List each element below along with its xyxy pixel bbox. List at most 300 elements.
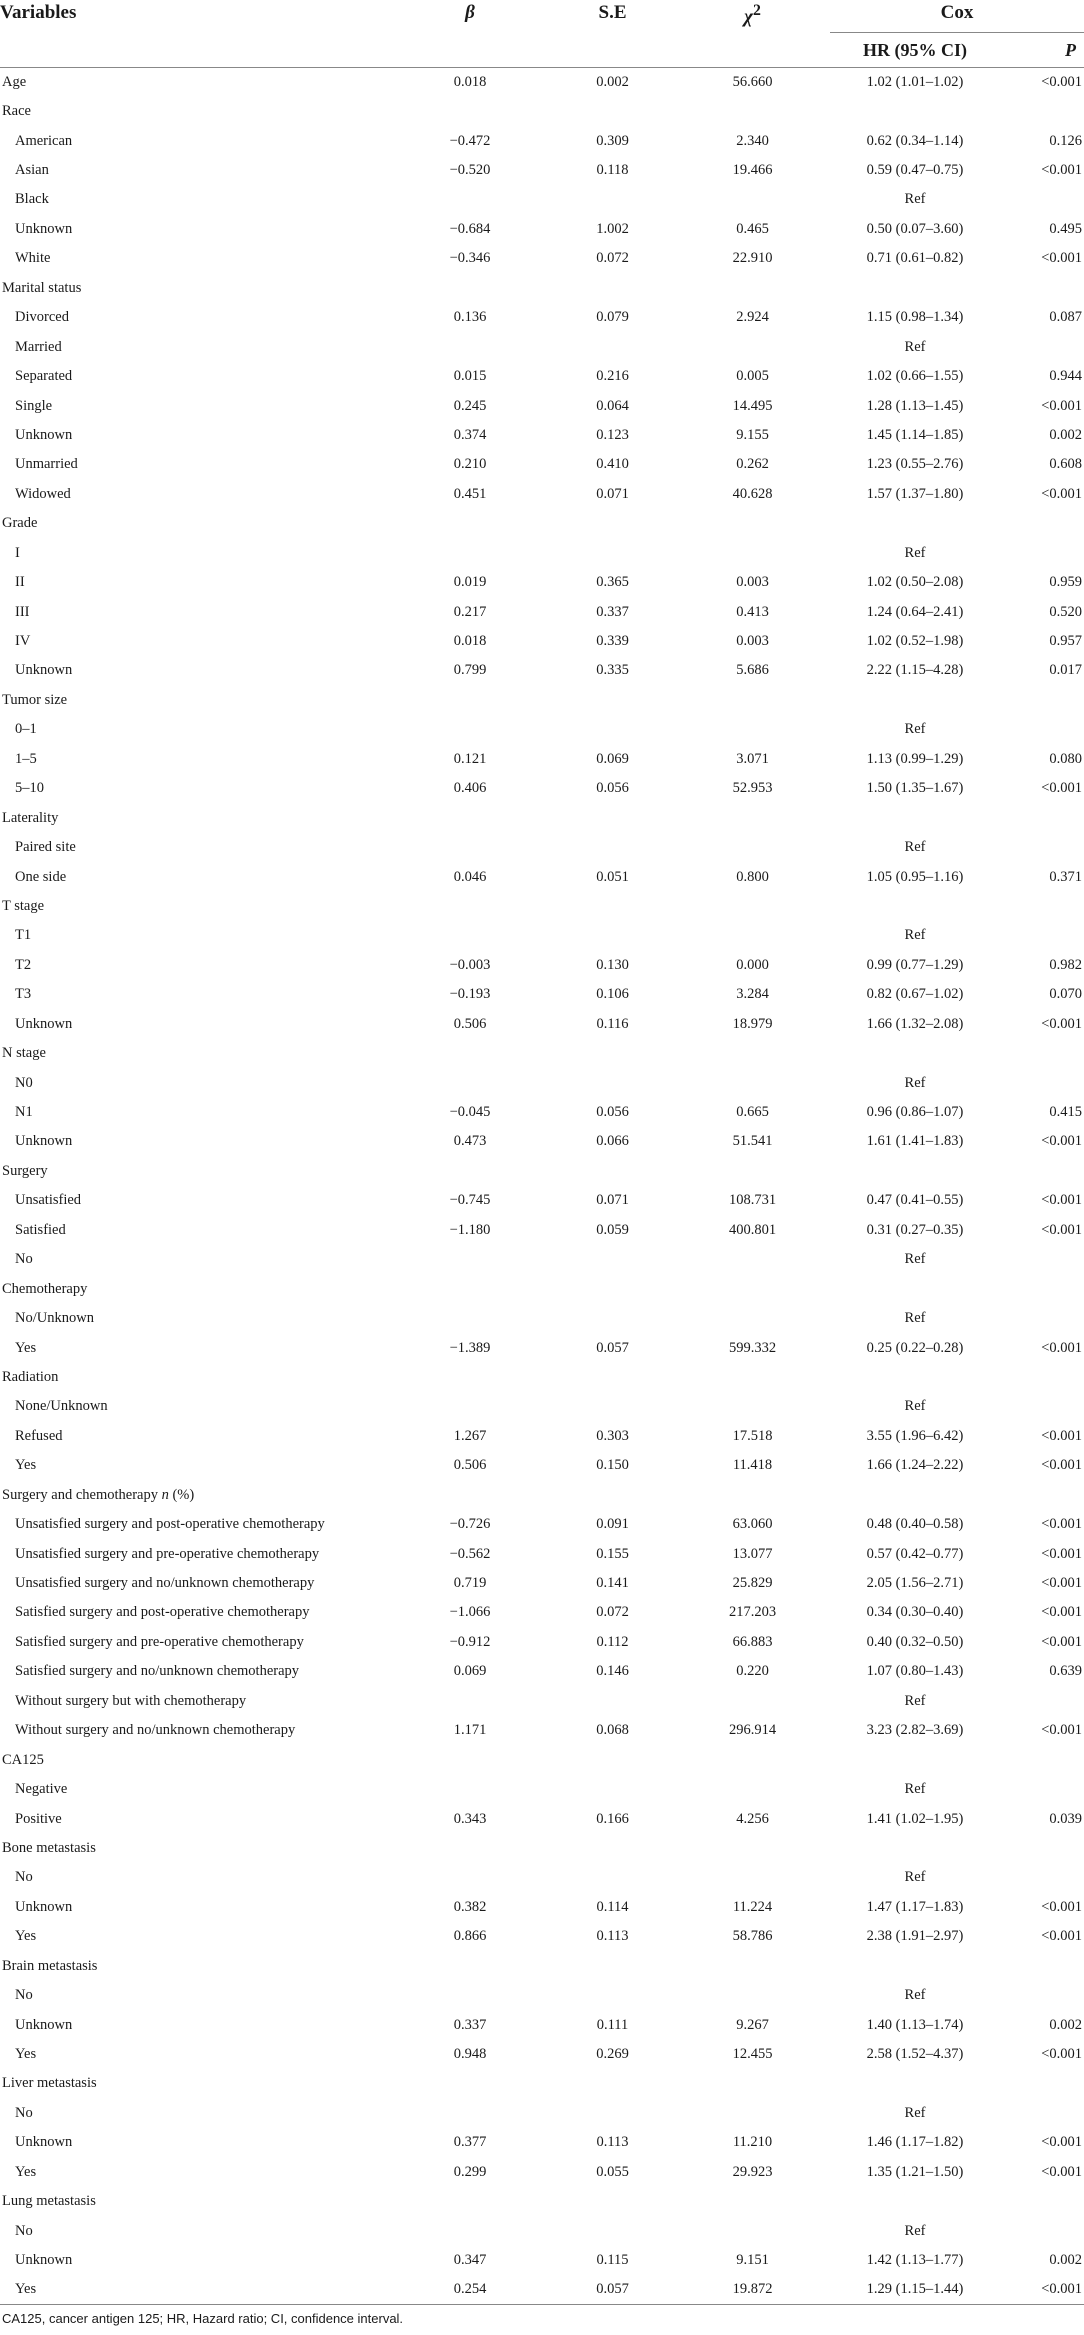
cell-p-value: <0.001 [1041, 2134, 1083, 2151]
cell-se [550, 833, 675, 862]
table-row [0, 303, 1084, 332]
cell-variable [0, 715, 390, 744]
cell-p-value: <0.001 [1041, 250, 1083, 267]
cell-variable [0, 2010, 390, 2039]
variable-label: No [15, 1987, 33, 2004]
cell-chi-square [675, 1834, 830, 1863]
table-group-row [0, 1039, 1084, 1068]
cell-variable [0, 1010, 390, 1039]
cell-se [550, 1481, 675, 1510]
table-row [0, 597, 1084, 626]
table-row [0, 1216, 1084, 1245]
table-row [0, 951, 1084, 980]
cell-hr-ci: Ref [904, 1310, 926, 1327]
cell-hr-ci: 1.13 (0.99–1.29) [866, 750, 964, 767]
cell-hr-ci: Ref [904, 2222, 926, 2239]
cell-beta: 1.267 [453, 1427, 487, 1444]
cell-p-value: <0.001 [1041, 1545, 1083, 1562]
cell-variable [0, 97, 390, 126]
cell-p-value: 0.126 [1049, 132, 1083, 149]
table-group-row [0, 1745, 1084, 1774]
cell-se [550, 2069, 675, 2098]
cell-beta [390, 509, 550, 538]
table-group-row [0, 274, 1084, 303]
cell-variable [0, 421, 390, 450]
cell-beta: 0.015 [453, 368, 487, 385]
header-beta: β [465, 2, 475, 23]
cell-p-value [1000, 1952, 1084, 1981]
cell-beta: 0.374 [453, 426, 487, 443]
cell-chi-square: 0.000 [736, 956, 769, 973]
cell-se: 0.106 [596, 986, 629, 1003]
cell-p-value [1000, 1245, 1084, 1274]
cell-se [550, 274, 675, 303]
cell-beta: 0.136 [453, 309, 487, 326]
variable-label: Unmarried [15, 456, 78, 473]
cell-beta: 0.254 [390, 2275, 550, 2304]
variable-label: Unsatisfied surgery and pre-operative chemotherapy [15, 1545, 320, 1562]
table-row [0, 215, 1084, 244]
cell-chi-square: 63.060 [732, 1516, 773, 1533]
cell-se [550, 509, 675, 538]
cell-p-value: <0.001 [1000, 2275, 1084, 2304]
cell-hr-ci: Ref [904, 1074, 926, 1091]
cell-hr-ci [830, 1363, 1000, 1392]
variable-label: Yes [15, 2046, 37, 2063]
cell-p-value: 0.039 [1049, 1810, 1083, 1827]
cell-hr-ci: 1.29 (1.15–1.44) [830, 2275, 1000, 2304]
table-row [0, 450, 1084, 479]
cell-p-value [1000, 1834, 1084, 1863]
cell-hr-ci: 1.57 (1.37–1.80) [866, 485, 964, 502]
cell-chi-square [675, 921, 830, 950]
table-row [0, 1127, 1084, 1156]
cell-se: 0.079 [596, 309, 629, 326]
variable-label: Unsatisfied surgery and no/unknown chemotherapy [15, 1575, 315, 1592]
cell-hr-ci [830, 803, 1000, 832]
cell-beta: 0.018 [453, 73, 487, 90]
cell-hr-ci: 2.58 (1.52–4.37) [866, 2046, 964, 2063]
cell-chi-square: 11.210 [732, 2134, 773, 2151]
variable-label: T2 [15, 956, 32, 973]
cell-hr-ci [830, 1157, 1000, 1186]
cell-variable [0, 686, 390, 715]
variable-label: Yes [15, 1928, 37, 1945]
cell-variable [0, 1952, 390, 1981]
cell-se [550, 1775, 675, 1804]
cell-variable [0, 126, 390, 155]
table-group-row [0, 509, 1084, 538]
variable-label: Liver metastasis [2, 2075, 97, 2092]
cell-hr-ci: 2.22 (1.15–4.28) [866, 662, 964, 679]
variable-label: Unknown [15, 1133, 73, 1150]
cell-hr-ci: Ref [904, 338, 926, 355]
cell-hr-ci: 3.23 (2.82–3.69) [866, 1722, 964, 1739]
variable-label: Yes [15, 1457, 37, 1474]
cell-se: 0.056 [596, 780, 629, 797]
variable-label: Chemotherapy [2, 1280, 88, 1297]
variable-label: Yes [15, 1339, 37, 1356]
cell-hr-ci: 0.62 (0.34–1.14) [866, 132, 964, 149]
variable-label: Unknown [15, 2134, 73, 2151]
cell-chi-square: 108.731 [728, 1192, 777, 1209]
table-row [0, 1304, 1084, 1333]
variable-label: Married [15, 338, 62, 355]
cell-chi-square: 3.071 [736, 750, 769, 767]
table-row [0, 1539, 1084, 1568]
variable-label: T stage [2, 897, 45, 914]
cell-variable [0, 1834, 390, 1863]
cell-p-value: <0.001 [1041, 162, 1083, 179]
cell-chi-square: 0.262 [736, 456, 769, 473]
cell-variable [0, 1127, 390, 1156]
cell-beta: −0.346 [449, 250, 491, 267]
cell-variable [0, 391, 390, 420]
table-row [0, 391, 1084, 420]
variable-label: Asian [15, 162, 49, 179]
cell-variable [0, 1628, 390, 1657]
cell-se [550, 715, 675, 744]
cell-variable [0, 862, 390, 891]
cell-p-value: <0.001 [1041, 1604, 1083, 1621]
variable-label: Unknown [15, 1898, 73, 1915]
cell-chi-square: 9.267 [736, 2016, 769, 2033]
cell-variable [0, 656, 390, 685]
cell-p-value: <0.001 [1041, 1015, 1083, 1032]
cell-chi-square: 0.005 [736, 368, 769, 385]
cell-chi-square: 40.628 [732, 485, 773, 502]
cell-beta [390, 1157, 550, 1186]
cell-se: 0.051 [596, 868, 629, 885]
cell-hr-ci [830, 509, 1000, 538]
table-row [0, 1333, 1084, 1362]
cell-variable [0, 2040, 390, 2069]
cell-se: 0.072 [596, 250, 629, 267]
table-row [0, 1981, 1084, 2010]
cell-p-value: <0.001 [1041, 1898, 1083, 1915]
cell-chi-square: 29.923 [732, 2163, 773, 2180]
cell-se: 0.335 [596, 662, 629, 679]
cell-se: 0.118 [596, 162, 629, 179]
table-group-row [0, 2187, 1084, 2216]
cell-variable [0, 1216, 390, 1245]
cell-se: 0.115 [596, 2252, 629, 2269]
variable-label: Positive [15, 1810, 62, 1827]
cell-variable [0, 450, 390, 479]
cell-variable [0, 1657, 390, 1686]
variable-label: Age [2, 73, 27, 90]
cell-se: 0.091 [596, 1516, 629, 1533]
cell-se: 0.216 [596, 368, 629, 385]
variable-label: Without surgery and no/unknown chemotherapy [15, 1722, 296, 1739]
variable-label: 1–5 [15, 750, 37, 767]
cell-p-value: 0.982 [1049, 956, 1083, 973]
chi-superscript: 2 [752, 2, 761, 19]
table-row [0, 185, 1084, 214]
variable-label: IV [15, 633, 31, 650]
cell-p-value [1000, 332, 1084, 361]
table-row [0, 980, 1084, 1009]
cell-hr-ci: 0.34 (0.30–0.40) [866, 1604, 964, 1621]
table-row [0, 1628, 1084, 1657]
cell-beta [390, 803, 550, 832]
cell-hr-ci [830, 1481, 1000, 1510]
cell-variable [0, 1068, 390, 1097]
table-row [0, 1687, 1084, 1716]
variable-label: Grade [2, 515, 38, 532]
variable-label: III [15, 603, 30, 620]
cell-chi-square [675, 2069, 830, 2098]
cell-p-value: <0.001 [1041, 397, 1083, 414]
header-se: S.E [598, 2, 627, 23]
cell-variable [0, 921, 390, 950]
table-row [0, 1922, 1084, 1951]
variable-label: T1 [15, 927, 32, 944]
cell-variable [0, 1481, 390, 1510]
cell-beta [390, 1952, 550, 1981]
table-row [0, 2158, 1084, 2187]
cell-chi-square: 217.203 [728, 1604, 777, 1621]
cell-variable [0, 68, 390, 97]
cell-hr-ci: 1.42 (1.13–1.77) [866, 2252, 964, 2269]
cell-chi-square [675, 1157, 830, 1186]
cell-chi-square: 0.003 [736, 574, 769, 591]
table-group-row [0, 2069, 1084, 2098]
cell-p-value: 0.520 [1049, 603, 1083, 620]
cell-variable [0, 1451, 390, 1480]
cell-p-value: 0.608 [1049, 456, 1083, 473]
cell-se [550, 332, 675, 361]
cell-se [550, 185, 675, 214]
cell-beta [390, 1863, 550, 1892]
table-group-row [0, 1952, 1084, 1981]
cell-beta [390, 1687, 550, 1716]
cell-beta: 1.171 [453, 1722, 487, 1739]
cell-chi-square [675, 833, 830, 862]
cell-chi-square [675, 1068, 830, 1097]
cell-hr-ci [830, 1834, 1000, 1863]
cell-chi-square: 56.660 [732, 73, 773, 90]
cell-p-value [1000, 2099, 1084, 2128]
cell-hr-ci [830, 2069, 1000, 2098]
cell-p-value: 0.002 [1049, 2252, 1083, 2269]
cell-se: 0.113 [596, 1928, 629, 1945]
table-group-row [0, 1481, 1084, 1510]
cell-chi-square: 0.003 [736, 633, 769, 650]
cell-variable [0, 509, 390, 538]
cell-variable [0, 2187, 390, 2216]
cell-p-value: 0.017 [1049, 662, 1083, 679]
cell-variable [0, 1539, 390, 1568]
cell-p-value: <0.001 [1041, 485, 1083, 502]
table-row [0, 1893, 1084, 1922]
cell-hr-ci: Ref [904, 1692, 926, 1709]
cell-beta [390, 1363, 550, 1392]
cell-se: 0.309 [596, 132, 629, 149]
cell-chi-square [675, 1775, 830, 1804]
cell-beta: 0.799 [453, 662, 487, 679]
cell-chi-square: 0.413 [736, 603, 769, 620]
table-group-row [0, 686, 1084, 715]
cell-hr-ci: 1.02 (0.50–2.08) [866, 574, 964, 591]
variable-label: II [15, 574, 25, 591]
table-row [0, 1569, 1084, 1598]
table-row [0, 1598, 1084, 1627]
variable-label: Radiation [2, 1368, 59, 1385]
cell-chi-square: 18.979 [732, 1015, 773, 1032]
cell-chi-square: 17.518 [732, 1427, 773, 1444]
cell-beta: −0.912 [449, 1633, 491, 1650]
cell-variable [0, 892, 390, 921]
cell-p-value: <0.001 [1041, 73, 1083, 90]
table-row [0, 921, 1084, 950]
cell-p-value [1000, 833, 1084, 862]
variable-label: Divorced [15, 309, 69, 326]
cell-se: 0.365 [596, 574, 629, 591]
variable-label: N1 [15, 1104, 33, 1121]
table-row [0, 362, 1084, 391]
cell-chi-square: 14.495 [732, 397, 773, 414]
cell-variable [0, 1893, 390, 1922]
table-group-row [0, 1157, 1084, 1186]
cell-beta: 0.866 [453, 1928, 487, 1945]
cell-hr-ci [830, 1745, 1000, 1774]
cell-se: 0.064 [596, 397, 629, 414]
table-row [0, 1863, 1084, 1892]
cell-variable [0, 1392, 390, 1421]
cell-se [550, 1304, 675, 1333]
table-row [0, 1010, 1084, 1039]
cell-variable [0, 215, 390, 244]
cell-hr-ci: 1.23 (0.55–2.76) [866, 456, 964, 473]
cell-beta: −1.389 [449, 1339, 491, 1356]
cell-beta: 0.299 [453, 2163, 487, 2180]
cell-se: 0.057 [596, 1339, 629, 1356]
cell-beta [390, 1834, 550, 1863]
cell-beta: 0.343 [453, 1810, 487, 1827]
cell-hr-ci: 0.57 (0.42–0.77) [866, 1545, 964, 1562]
table-row [0, 656, 1084, 685]
cell-variable [0, 185, 390, 214]
variable-label: Unknown [15, 662, 73, 679]
cell-hr-ci: 0.71 (0.61–0.82) [866, 250, 964, 267]
cell-se: 0.123 [596, 426, 629, 443]
cell-beta: 0.406 [453, 780, 487, 797]
cell-hr-ci: 1.46 (1.17–1.82) [866, 2134, 964, 2151]
cell-variable [0, 1716, 390, 1745]
cell-p-value: <0.001 [1041, 1928, 1083, 1945]
cell-p-value: 0.959 [1049, 574, 1083, 591]
cell-p-value [1000, 803, 1084, 832]
variable-label: Tumor size [2, 691, 68, 708]
variable-label: American [15, 132, 73, 149]
cell-hr-ci: 1.61 (1.41–1.83) [866, 1133, 964, 1150]
table-body [0, 68, 1084, 2305]
cell-se: 0.059 [596, 1221, 629, 1238]
cell-chi-square: 13.077 [732, 1545, 773, 1562]
cell-p-value: 0.957 [1049, 633, 1083, 650]
variable-label: Satisfied surgery and no/unknown chemotherapy [15, 1663, 300, 1680]
cell-chi-square [675, 1687, 830, 1716]
cell-beta [390, 185, 550, 214]
cell-hr-ci [830, 1274, 1000, 1303]
variable-label: Negative [15, 1781, 68, 1798]
cell-p-value [1000, 715, 1084, 744]
cell-se [550, 2216, 675, 2245]
cell-chi-square: 12.455 [732, 2046, 773, 2063]
cell-hr-ci: Ref [904, 1869, 926, 1886]
cell-beta: 0.210 [453, 456, 487, 473]
cell-p-value: <0.001 [1041, 1457, 1083, 1474]
cell-se [550, 1245, 675, 1274]
table-row [0, 244, 1084, 273]
cell-chi-square [675, 97, 830, 126]
cell-beta: 0.473 [453, 1133, 487, 1150]
cell-variable [0, 2128, 390, 2157]
cell-hr-ci: 1.40 (1.13–1.74) [866, 2016, 964, 2033]
cell-chi-square [675, 1245, 830, 1274]
cell-chi-square: 0.800 [736, 868, 769, 885]
cell-chi-square [675, 332, 830, 361]
cell-chi-square [675, 509, 830, 538]
cell-beta [390, 1304, 550, 1333]
cell-se: 0.111 [596, 2016, 629, 2033]
cell-p-value [1000, 1304, 1084, 1333]
cell-beta: −0.045 [449, 1104, 491, 1121]
cell-hr-ci: 1.05 (0.95–1.16) [866, 868, 964, 885]
cell-variable [0, 1186, 390, 1215]
cell-hr-ci: Ref [904, 1781, 926, 1798]
cell-se: 0.072 [596, 1604, 629, 1621]
cell-p-value: <0.001 [1041, 2163, 1083, 2180]
cell-variable [0, 1687, 390, 1716]
variable-label: Laterality [2, 809, 59, 826]
variable-label: Separated [15, 368, 73, 385]
cell-hr-ci [830, 1952, 1000, 1981]
cell-se [550, 1745, 675, 1774]
cell-p-value [1000, 509, 1084, 538]
table-row [0, 156, 1084, 185]
cell-se [550, 1687, 675, 1716]
cell-p-value [1000, 892, 1084, 921]
cell-hr-ci: 1.15 (0.98–1.34) [866, 309, 964, 326]
cell-variable [0, 1304, 390, 1333]
cell-p-value: 0.087 [1049, 309, 1083, 326]
table-row [0, 1392, 1084, 1421]
variable-label: Race [2, 103, 31, 120]
cell-se [550, 539, 675, 568]
header-cox: Cox [830, 0, 1084, 33]
cell-hr-ci: 0.48 (0.40–0.58) [866, 1516, 964, 1533]
variable-label: 5–10 [15, 780, 44, 797]
cell-variable [0, 803, 390, 832]
cell-chi-square: 9.155 [736, 426, 769, 443]
cell-chi-square: 51.541 [732, 1133, 773, 1150]
cell-variable [0, 568, 390, 597]
cell-p-value: <0.001 [1041, 1516, 1083, 1533]
cell-p-value [1000, 921, 1084, 950]
cell-beta: 0.377 [453, 2134, 487, 2151]
variable-label: Yes [15, 2281, 37, 2298]
table-row [0, 2040, 1084, 2069]
table-group-row [0, 803, 1084, 832]
cell-p-value: 0.002 [1049, 2016, 1083, 2033]
cell-p-value: <0.001 [1041, 1192, 1083, 1209]
cell-variable [0, 1422, 390, 1451]
cell-p-value: <0.001 [1041, 1427, 1083, 1444]
variable-label: Brain metastasis [2, 1957, 98, 1974]
cell-variable [0, 1333, 390, 1362]
